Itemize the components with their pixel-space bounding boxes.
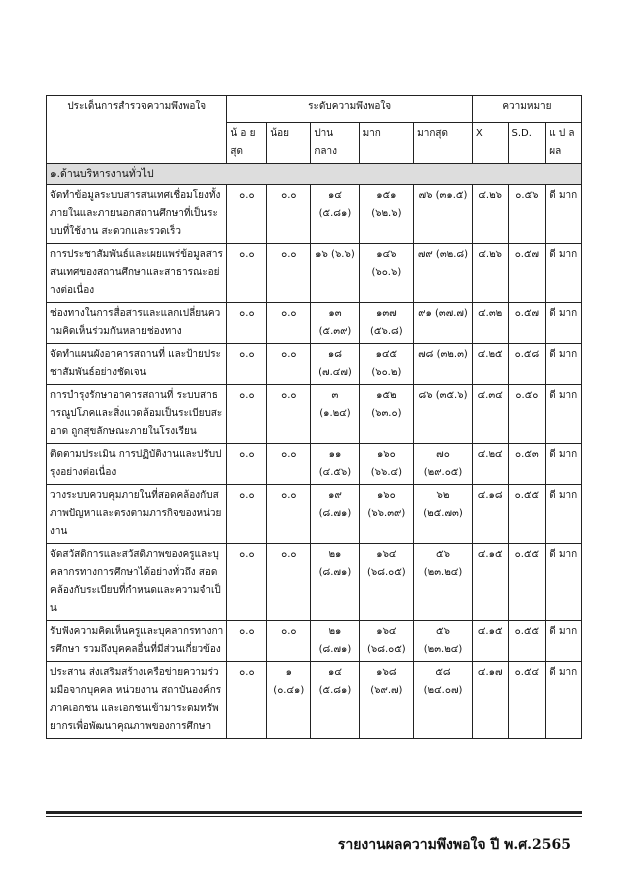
cell-much: ๑๓๗ (๕๖.๘) bbox=[359, 303, 414, 344]
cell-much: ๑๖๐ (๖๖.๓๙) bbox=[359, 485, 414, 544]
cell-least: ๐.๐ bbox=[227, 385, 267, 444]
cell-most: ๙๑ (๓๗.๗) bbox=[414, 303, 473, 344]
footer-title: รายงานผลความพึงพอใจ ปี พ.ศ.2565 bbox=[337, 837, 571, 853]
cell-sd: ๐.๕๐ bbox=[508, 385, 546, 444]
cell-least: ๐.๐ bbox=[227, 185, 267, 244]
section-title: ๑.ด้านบริหารงานทั่วไป bbox=[47, 164, 582, 185]
footer-rule bbox=[46, 811, 582, 814]
cell-mean: ๔.๓๒ bbox=[472, 303, 508, 344]
header-issue: ประเด็นการสำรวจความพึงพอใจ bbox=[47, 96, 227, 164]
table-row bbox=[47, 185, 582, 244]
cell-sd: ๐.๕๓ bbox=[508, 444, 546, 485]
cell-interpret: ดี มาก bbox=[546, 662, 582, 739]
cell-much: ๑๖๘ (๖๙.๗) bbox=[359, 662, 414, 739]
cell-moderate: ๑๙ (๘.๗๑) bbox=[311, 485, 359, 544]
cell-interpret: ดี มาก bbox=[546, 485, 582, 544]
table-row bbox=[47, 344, 582, 385]
cell-moderate: ๑๑ (๔.๕๖) bbox=[311, 444, 359, 485]
satisfaction-table bbox=[46, 95, 582, 739]
cell-interpret: ดี มาก bbox=[546, 444, 582, 485]
cell-mean: ๔.๒๖ bbox=[472, 185, 508, 244]
cell-interpret: ดี มาก bbox=[546, 621, 582, 662]
cell-item: จัดทำแผนผังอาคารสถานที่ และป้ายประชาสัมพันธ์อย่างชัดเจน bbox=[47, 344, 227, 385]
cell-interpret: ดี มาก bbox=[546, 303, 582, 344]
cell-least: ๐.๐ bbox=[227, 303, 267, 344]
header-most: มากสุด bbox=[414, 123, 473, 164]
header-much: มาก bbox=[359, 123, 414, 164]
cell-least: ๐.๐ bbox=[227, 544, 267, 621]
cell-mean: ๔.๒๖ bbox=[472, 244, 508, 303]
cell-interpret: ดี มาก bbox=[546, 185, 582, 244]
cell-much: ๑๕๑ (๖๒.๖) bbox=[359, 185, 414, 244]
cell-little: ๐.๐ bbox=[267, 444, 311, 485]
cell-much: ๑๖๔ (๖๘.๐๕) bbox=[359, 621, 414, 662]
cell-interpret: ดี มาก bbox=[546, 344, 582, 385]
cell-moderate: ๑๔ (๕.๘๑) bbox=[311, 185, 359, 244]
cell-little: ๐.๐ bbox=[267, 621, 311, 662]
cell-mean: ๔.๓๔ bbox=[472, 385, 508, 444]
cell-most: ๗๖ (๓๑.๕) bbox=[414, 185, 473, 244]
cell-sd: ๐.๕๔ bbox=[508, 662, 546, 739]
cell-item: วางระบบควบคุมภายในที่สอดคล้องกับสภาพปัญหาและตรงตามภารกิจของหน่วยงาน bbox=[47, 485, 227, 544]
cell-most: ๘๖ (๓๕.๖) bbox=[414, 385, 473, 444]
cell-little: ๐.๐ bbox=[267, 544, 311, 621]
cell-much: ๑๕๒ (๖๓.๐) bbox=[359, 385, 414, 444]
cell-sd: ๐.๕๕ bbox=[508, 544, 546, 621]
cell-little: ๑ (๐.๔๑) bbox=[267, 662, 311, 739]
cell-most: ๖๒ (๒๕.๗๓) bbox=[414, 485, 473, 544]
cell-much: ๑๖๔ (๖๘.๐๕) bbox=[359, 544, 414, 621]
cell-item: ช่องทางในการสื่อสารและแลกเปลี่ยนความคิดเห็นร่วมกันหลายช่องทาง bbox=[47, 303, 227, 344]
cell-least: ๐.๐ bbox=[227, 662, 267, 739]
cell-moderate: ๑๓ (๕.๓๙) bbox=[311, 303, 359, 344]
cell-little: ๐.๐ bbox=[267, 185, 311, 244]
cell-mean: ๔.๑๗ bbox=[472, 662, 508, 739]
cell-mean: ๔.๑๕ bbox=[472, 621, 508, 662]
cell-little: ๐.๐ bbox=[267, 485, 311, 544]
cell-sd: ๐.๕๘ bbox=[508, 344, 546, 385]
cell-least: ๐.๐ bbox=[227, 244, 267, 303]
cell-sd: ๐.๕๗ bbox=[508, 303, 546, 344]
cell-sd: ๐.๕๕ bbox=[508, 621, 546, 662]
cell-little: ๐.๐ bbox=[267, 303, 311, 344]
cell-much: ๑๖๐ (๖๖.๔) bbox=[359, 444, 414, 485]
footer-rule-thin bbox=[46, 816, 582, 817]
cell-most: ๕๖ (๒๓.๒๔) bbox=[414, 544, 473, 621]
table-row bbox=[47, 485, 582, 544]
table-row bbox=[47, 621, 582, 662]
cell-item: จัดทำข้อมูลระบบสารสนเทศเชื่อมโยงทั้งภายในและภายนอกสถานศึกษาที่เป็นระบบที่ใช้งาน สะดวกและรวดเร็ว bbox=[47, 185, 227, 244]
table-row bbox=[47, 385, 582, 444]
cell-most: ๗๐ (๒๙.๐๕) bbox=[414, 444, 473, 485]
cell-interpret: ดี มาก bbox=[546, 544, 582, 621]
cell-much: ๑๔๕ (๖๐.๒) bbox=[359, 344, 414, 385]
cell-much: ๑๔๖ (๖๐.๖) bbox=[359, 244, 414, 303]
cell-most: ๕๘ (๒๔.๐๗) bbox=[414, 662, 473, 739]
section-row bbox=[47, 164, 582, 185]
cell-most: ๕๖ (๒๓.๒๔) bbox=[414, 621, 473, 662]
cell-item: การประชาสัมพันธ์และเผยแพร่ข้อมูลสารสนเทศของสถานศึกษาและสาธารณะอย่างต่อเนื่อง bbox=[47, 244, 227, 303]
cell-moderate: ๑๔ (๕.๘๑) bbox=[311, 662, 359, 739]
table-row bbox=[47, 444, 582, 485]
cell-item: ติดตามประเมิน การปฏิบัติงานและปรับปรุงอย่างต่อเนื่อง bbox=[47, 444, 227, 485]
cell-sd: ๐.๕๗ bbox=[508, 244, 546, 303]
cell-little: ๐.๐ bbox=[267, 385, 311, 444]
cell-moderate: ๑๖ (๖.๖) bbox=[311, 244, 359, 303]
cell-sd: ๐.๕๕ bbox=[508, 485, 546, 544]
cell-item: จัดสวัสดิการและสวัสดิภาพของครูและบุคลากรทางการศึกษาได้อย่างทั่วถึง สอดคล้องกับระเบียบที่กำหนดและความจำเป็น bbox=[47, 544, 227, 621]
table-row bbox=[47, 662, 582, 739]
header-least: น้ อ ย สุด bbox=[227, 123, 267, 164]
cell-mean: ๔.๒๔ bbox=[472, 444, 508, 485]
cell-interpret: ดี มาก bbox=[546, 385, 582, 444]
cell-mean: ๔.๑๕ bbox=[472, 544, 508, 621]
cell-moderate: ๒๑ (๘.๗๑) bbox=[311, 544, 359, 621]
cell-most: ๗๙ (๓๒.๘) bbox=[414, 244, 473, 303]
cell-interpret: ดี มาก bbox=[546, 244, 582, 303]
cell-item: รับฟังความคิดเห็นครูและบุคลากรทางการศึกษา รวมถึงบุคคลอื่นที่มีส่วนเกี่ยวข้อง bbox=[47, 621, 227, 662]
header-mean: X bbox=[472, 123, 508, 164]
cell-least: ๐.๐ bbox=[227, 485, 267, 544]
cell-moderate: ๒๑ (๘.๗๑) bbox=[311, 621, 359, 662]
header-sd: S.D. bbox=[508, 123, 546, 164]
table-row bbox=[47, 303, 582, 344]
cell-mean: ๔.๑๘ bbox=[472, 485, 508, 544]
cell-least: ๐.๐ bbox=[227, 621, 267, 662]
header-little: น้อย bbox=[267, 123, 311, 164]
cell-least: ๐.๐ bbox=[227, 444, 267, 485]
cell-most: ๗๘ (๓๒.๓) bbox=[414, 344, 473, 385]
cell-item: การบำรุงรักษาอาคารสถานที่ ระบบสาธารณูปโภคและสิ่งแวดล้อมเป็นระเบียบสะอาด ถูกสุขลักษณะภายในโรงเรียน bbox=[47, 385, 227, 444]
cell-least: ๐.๐ bbox=[227, 344, 267, 385]
cell-moderate: ๑๘ (๗.๔๗) bbox=[311, 344, 359, 385]
cell-little: ๐.๐ bbox=[267, 244, 311, 303]
cell-little: ๐.๐ bbox=[267, 344, 311, 385]
cell-moderate: ๓ (๑.๒๔) bbox=[311, 385, 359, 444]
cell-sd: ๐.๕๖ bbox=[508, 185, 546, 244]
table-row bbox=[47, 544, 582, 621]
header-interpret: แ ป ล ผล bbox=[546, 123, 582, 164]
header-meaning: ความหมาย bbox=[472, 96, 581, 123]
cell-item: ประสาน ส่งเสริมสร้างเครือข่ายความร่วมมือจากบุคคล หน่วยงาน สถาบันองค์กรภาคเอกชน และเอกชนเข้ามาระดมทรัพยากรเพื่อพัฒนาคุณภาพของการศึกษา bbox=[47, 662, 227, 739]
table-row bbox=[47, 244, 582, 303]
cell-mean: ๔.๒๕ bbox=[472, 344, 508, 385]
header-level: ระดับความพึงพอใจ bbox=[227, 96, 472, 123]
header-moderate: ปานกลาง bbox=[311, 123, 359, 164]
